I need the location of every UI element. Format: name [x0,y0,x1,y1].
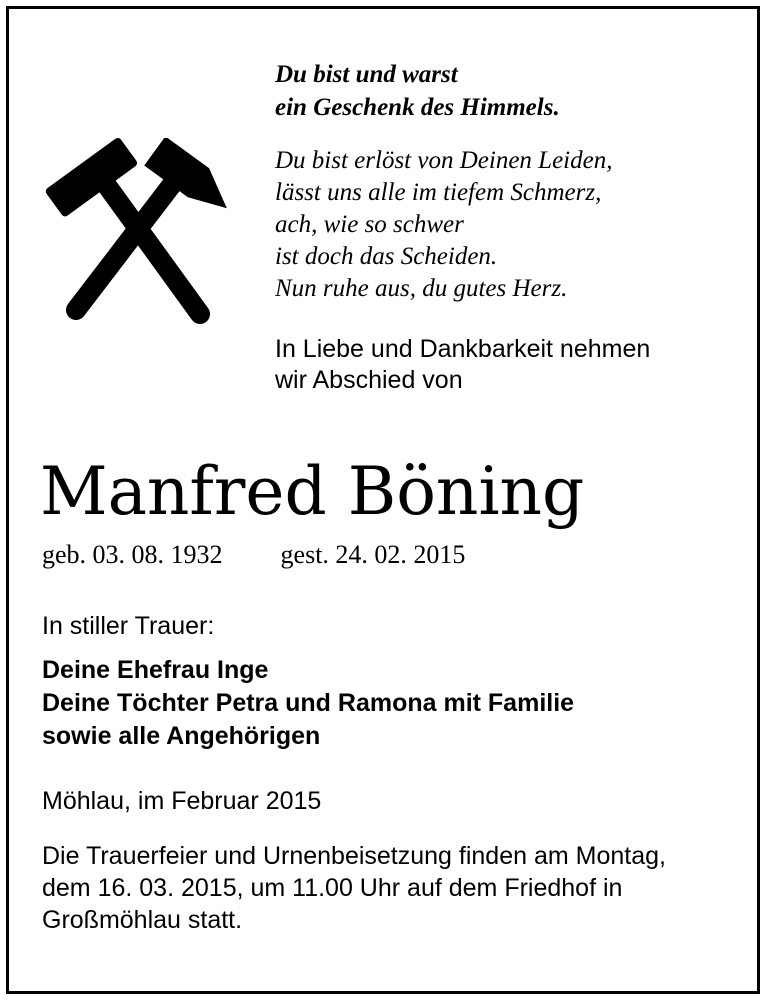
motto-line: ein Geschenk des Himmels. [275,94,560,121]
crossed-hammers-icon [42,138,242,324]
birth-date: geb. 03. 08. 1932 [42,540,223,569]
life-dates [42,538,465,572]
ceremony-info [42,840,666,936]
mourning-label: In stiller Trauer: [42,612,215,640]
farewell-intro [275,334,650,396]
poem-line: lässt uns alle im tiefem Schmerz, [275,179,602,206]
motto [275,58,560,124]
poem-line: ach, wie so schwer [275,211,464,238]
ceremony-line: Die Trauerfeier und Urnenbeisetzung finden am Montag, [42,842,666,870]
motto-line: Du bist und warst [275,61,458,88]
deceased-name: Manfred Böning [40,453,585,530]
poem [275,145,612,305]
mourner-line: Deine Ehefrau Inge [42,656,269,684]
mourner-line: sowie alle Angehörigen [42,722,321,750]
poem-line: Nun ruhe aus, du gutes Herz. [275,275,568,302]
intro-line: In Liebe und Dankbarkeit nehmen [275,335,651,363]
poem-line: Du bist erlöst von Deinen Leiden, [275,147,613,174]
death-date: gest. 24. 02. 2015 [280,540,466,569]
mourner-line: Deine Töchter Petra und Ramona mit Familie [42,689,575,717]
place-and-date: Möhlau, im Februar 2015 [42,787,322,815]
mourners-list [42,654,574,753]
poem-line: ist doch das Scheiden. [275,243,498,270]
ceremony-line: dem 16. 03. 2015, um 11.00 Uhr auf dem Friedhof in [42,874,623,902]
intro-line: wir Abschied von [275,366,463,394]
ceremony-line: Großmöhlau statt. [42,906,243,934]
